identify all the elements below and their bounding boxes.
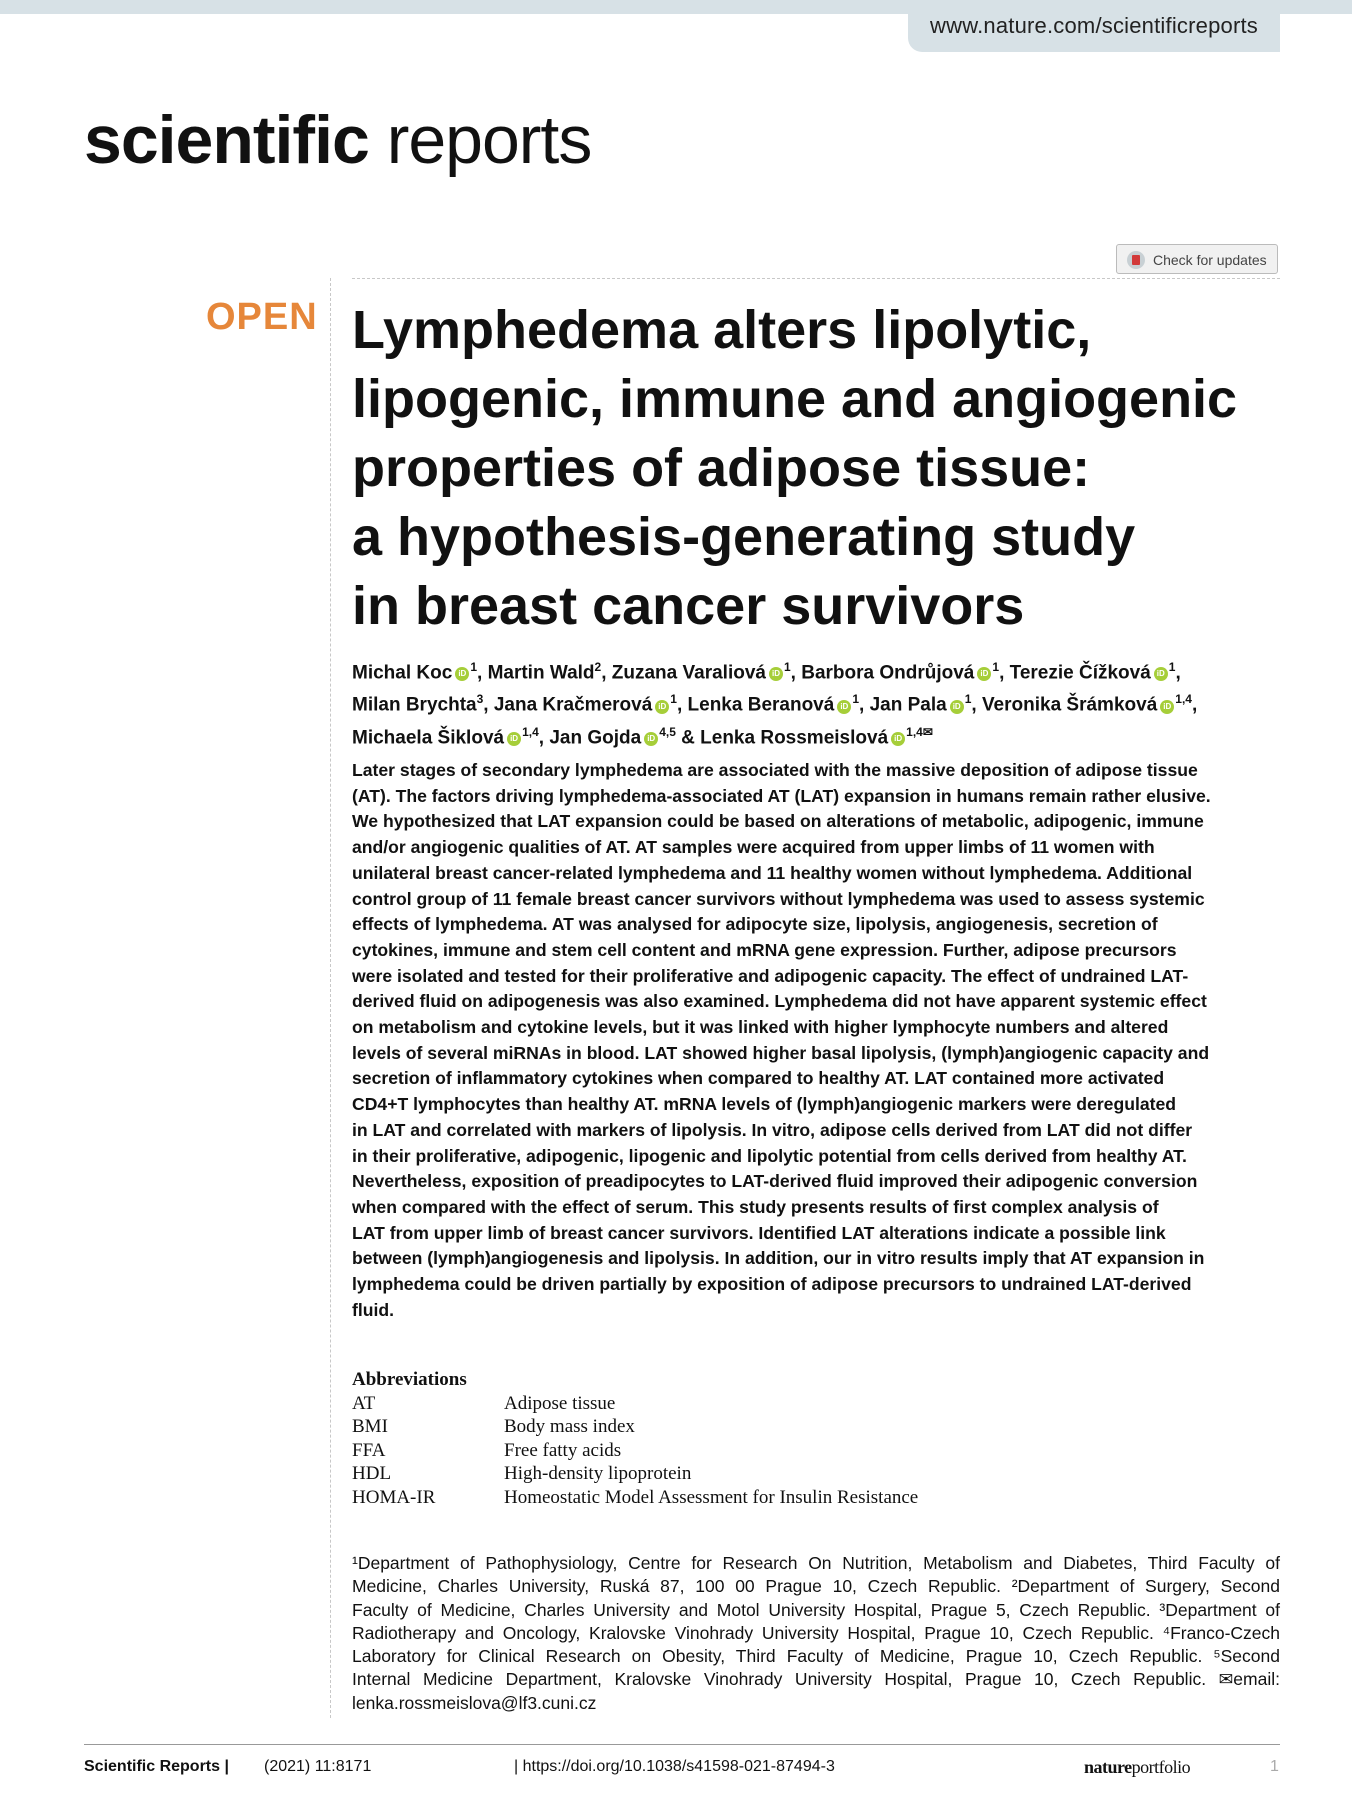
affiliations (352, 1552, 1280, 1715)
title-line: properties of adipose tissue: (352, 438, 1091, 498)
abstract-line: LAT from upper limb of breast cancer survivors. Identified LAT alterations indicate a possible link (352, 1222, 1166, 1243)
abstract-line: were isolated and tested for their proliferative and adipogenic capacity. The effect of undrained LAT- (352, 965, 1189, 986)
author-name[interactable]: Jana Kračmerová (493, 694, 653, 716)
corresponding-email[interactable]: lenka.rossmeislova@lf3.cuni.cz (352, 1692, 597, 1713)
publisher-logo-bold: nature (1084, 1757, 1132, 1777)
abstract-line: fluid. (352, 1299, 395, 1320)
abbreviation-row (352, 1392, 918, 1416)
author-name[interactable]: Michaela Šiklová (352, 726, 505, 748)
abbreviation-definition: Homeostatic Model Assessment for Insulin Resistance (504, 1486, 919, 1508)
page-number: 1 (1270, 1758, 1279, 1775)
orcid-icon[interactable]: iD (977, 667, 991, 681)
author-affil: 1,4 (522, 724, 539, 739)
author-affil: 1,4 (1175, 692, 1192, 707)
affiliation-line: Medicine, Charles University, Ruská 87, 100 00 Prague 10, Czech Republic. ²Department of Surgery, Second (352, 1576, 1280, 1597)
author-name[interactable]: Martin Wald (487, 662, 595, 684)
footer-volume: (2021) 11:8171 (264, 1758, 372, 1775)
orcid-icon[interactable]: iD (455, 667, 469, 681)
abbreviation-row (352, 1462, 918, 1486)
abbreviation-row (352, 1486, 918, 1510)
affiliation-line: Internal Medicine Department, Kralovske Vinohrady University Hospital, Prague 10, Czech Republic. ✉email: (352, 1669, 1280, 1690)
orcid-icon[interactable]: iD (950, 700, 964, 714)
title-line: in breast cancer survivors (352, 576, 1025, 636)
abstract-line: secretion of inflammatory cytokines when compared to healthy AT. LAT contained more activated (352, 1068, 1165, 1089)
abbreviation-term: HDL (352, 1463, 392, 1484)
abstract-line: (AT). The factors driving lymphedema-associated AT (LAT) expansion in humans remain rather elusive. (352, 785, 1211, 806)
abbreviation-definition: Adipose tissue (504, 1392, 616, 1414)
publisher-logo (1084, 1756, 1190, 1778)
author-line: Michal Koc iD $^1$, Martin Wald$^2$, Zuzana Varaliová iD $^1$, Barbora Ondrůjová iD $^1$, Terezie Čížková iD $^1$, (352, 660, 1181, 684)
abbreviation-term: AT (352, 1392, 376, 1414)
footer-doi[interactable]: | https://doi.org/10.1038/s41598-021-87494-3 (514, 1758, 835, 1775)
affiliation-line: Radiotherapy and Oncology, Kralovske Vinohrady University Hospital, Prague 10, Czech Republic. ⁴Franco-Czech (352, 1622, 1280, 1643)
author-affil: 1 (470, 660, 477, 674)
author-name[interactable]: Zuzana Varaliová (611, 662, 766, 684)
affiliation-line: ¹Department of Pathophysiology, Centre for Research On Nutrition, Metabolism and Diabetes, Third Faculty of (352, 1553, 1280, 1573)
abbreviation-term: BMI (352, 1416, 388, 1437)
check-updates-label: Check for updates (1153, 252, 1267, 268)
orcid-icon[interactable]: iD (507, 732, 521, 746)
abstract-line: in LAT and correlated with markers of lipolysis. In vitro, adipose cells derived from LAT did not differ (352, 1119, 1193, 1140)
orcid-icon[interactable]: iD (1154, 667, 1168, 681)
author-affil: 3 (476, 692, 484, 707)
abstract-line: Nevertheless, exposition of preadipocytes to LAT-derived fluid improved their adipogenic conversion (352, 1171, 1198, 1192)
abbreviation-definition: Body mass index (504, 1416, 635, 1437)
author-name[interactable]: Terezie Čížková (1009, 662, 1151, 684)
crossmark-icon (1127, 251, 1145, 269)
author-name[interactable]: Lenka Rossmeislová (700, 726, 889, 748)
abstract-line: lymphedema could be driven partially by exposition of adipose precursors to undrained LAT-derived (352, 1274, 1192, 1295)
abstract-line: Later stages of secondary lymphedema are associated with the massive deposition of adipose tissue (352, 760, 1198, 780)
author-affil: 1 (1168, 660, 1176, 674)
abstract-line: on metabolism and cytokine levels, but it was linked with higher lymphocyte numbers and altered (352, 1017, 1169, 1038)
affiliation-line: Faculty of Medicine, Charles University and Motol University Hospital, Prague 5, Czech Republic. ³Department of (352, 1599, 1280, 1620)
abbreviation-definition: Free fatty acids (504, 1439, 622, 1461)
author-name[interactable]: Milan Brychta (352, 694, 477, 716)
journal-logo (84, 100, 591, 180)
author-line: Michaela Šiklová iD $^{1,4}$, Jan Gojda iD $^{4,5}$ & Lenka Rossmeislová iD $^{1,4✉}$ (352, 724, 933, 748)
author-affil: 1 (992, 660, 1000, 674)
abstract-line: derived fluid on adipogenesis was also examined. Lymphedema did not have apparent systemic effect (352, 991, 1207, 1012)
abstract-line: and/or angiogenic qualities of AT. AT samples were acquired from upper limbs of 11 women with (352, 837, 1155, 858)
author-name[interactable]: Jan Gojda (549, 726, 642, 748)
open-access-label: OPEN (206, 296, 318, 338)
author-line: Milan Brychta$^3$, Jana Kračmerová iD $^1$, Lenka Beranová iD $^1$, Jan Pala iD $^1$, Veronika Šrámková iD $^{1,4}$, (352, 692, 1198, 716)
abbreviations-heading: Abbreviations (352, 1369, 467, 1390)
header-divider (352, 278, 1280, 279)
footer-divider (84, 1744, 1280, 1745)
abstract-line: control group of 11 female breast cancer survivors without lymphedema was used to assess systemic (352, 888, 1205, 909)
orcid-icon[interactable]: iD (655, 700, 669, 714)
logo-bold: scientific (84, 102, 369, 178)
abstract-line: levels of several miRNAs in blood. LAT showed higher basal lipolysis, (lymph)angiogenic capacity and (352, 1042, 1210, 1063)
title-line: Lymphedema alters lipolytic, (352, 300, 1092, 360)
abstract-line: effects of lymphedema. AT was analysed for adipocyte size, lipolysis, angiogenesis, secretion of (352, 914, 1158, 935)
orcid-icon[interactable]: iD (1160, 700, 1174, 714)
abstract (352, 758, 1280, 1323)
author-list (352, 654, 1282, 751)
abstract-line: in their proliferative, adipogenic, lipogenic and lipolytic potential from cells derived from healthy AT. (352, 1145, 1187, 1166)
title-line: a hypothesis-generating study (352, 507, 1136, 567)
orcid-icon[interactable]: iD (837, 700, 851, 714)
author-name[interactable]: Jan Pala (869, 694, 947, 716)
abstract-line: We hypothesized that LAT expansion could be based on alterations of metabolic, adipogenic, immune (352, 811, 1204, 832)
publisher-logo-light: portfolio (1131, 1757, 1191, 1777)
abbreviation-row (352, 1415, 918, 1439)
margin-divider (330, 278, 331, 1718)
author-affil: 1 (852, 692, 860, 707)
abbreviation-row (352, 1439, 918, 1463)
footer-journal: Scientific Reports | (84, 1758, 229, 1775)
author-name[interactable]: Veronika Šrámková (981, 694, 1158, 716)
author-name[interactable]: Barbora Ondrůjová (801, 662, 975, 684)
orcid-icon[interactable]: iD (769, 667, 783, 681)
abbreviation-term: FFA (352, 1439, 386, 1461)
affiliation-line: Laboratory for Clinical Research on Obesity, Third Faculty of Medicine, Prague 10, Czech Republic. ⁵Second (352, 1646, 1280, 1667)
abstract-line: when compared with the effect of serum. This study presents results of first complex analysis of (352, 1196, 1159, 1217)
journal-url[interactable]: www.nature.com/scientificreports (908, 0, 1280, 52)
author-affil: 1 (783, 660, 791, 674)
logo-light: reports (386, 102, 592, 178)
author-affil: 1 (964, 692, 972, 707)
author-affil: 4,5 (659, 724, 676, 739)
abbreviations-section (352, 1368, 918, 1509)
orcid-icon[interactable]: iD (644, 732, 658, 746)
abstract-line: CD4+T lymphocytes than healthy AT. mRNA levels of (lymph)angiogenic markers were deregulated (352, 1094, 1177, 1115)
check-updates-button[interactable] (1116, 244, 1278, 274)
abstract-line: between (lymph)angiogenesis and lipolysis. In addition, our in vitro results imply that AT expansion in (352, 1248, 1205, 1269)
author-name[interactable]: Lenka Beranová (687, 694, 835, 716)
orcid-icon[interactable]: iD (891, 732, 905, 746)
abbreviation-term: HOMA-IR (352, 1486, 436, 1508)
author-affil: 1,4✉ (906, 724, 933, 739)
author-affil: 1 (670, 692, 677, 707)
article-title (352, 296, 1292, 641)
author-name[interactable]: Michal Koc (352, 662, 453, 684)
abbreviation-definition: High-density lipoprotein (504, 1463, 692, 1484)
author-affil: 2 (594, 660, 602, 674)
title-line: lipogenic, immune and angiogenic (352, 369, 1238, 429)
abstract-line: unilateral breast cancer-related lymphedema and 11 healthy women without lymphedema. Additional (352, 862, 1193, 883)
abstract-line: cytokines, immune and stem cell content and mRNA gene expression. Further, adipose precursors (352, 939, 1177, 960)
